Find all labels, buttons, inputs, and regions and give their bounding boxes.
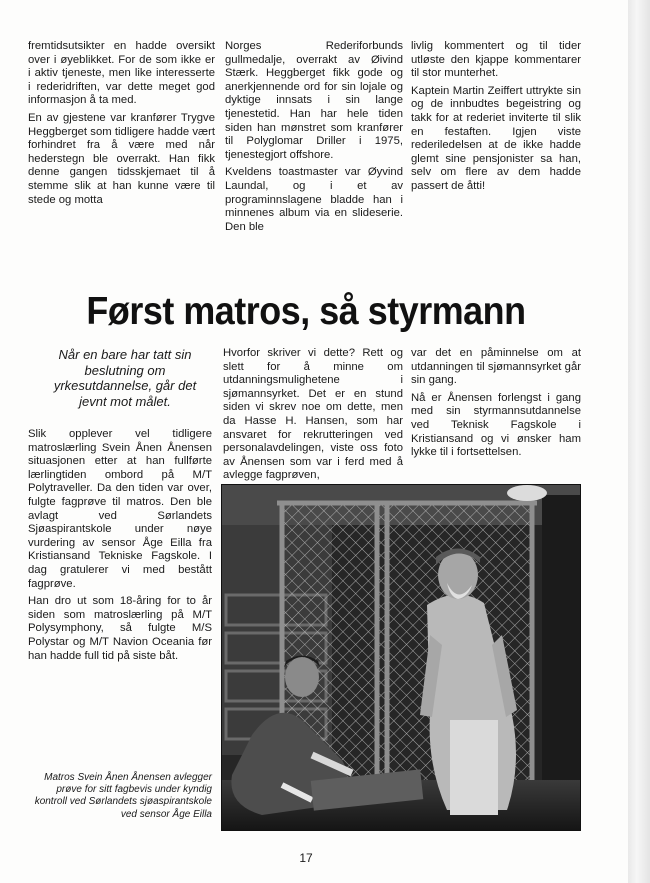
article-lead: Når en bare har tatt sin beslutning om yrkesutdannelse, går det jevnt mot målet.: [53, 347, 197, 409]
page-number: 17: [299, 851, 313, 865]
photo-caption: Matros Svein Ånen Ånensen avlegger prøve for sitt fagbevis under kyndig kontroll ved Sørlandets sjøaspirantskole ved sensor Åge Eilla: [34, 772, 212, 820]
top-column-3: [411, 40, 581, 198]
article-column-2: [223, 347, 403, 487]
article-headline: Først matros, så styrmann: [86, 290, 526, 333]
paragraph: var det en påminnelse om at utdanningen til sjømannsyrket går sin gang.: [411, 347, 581, 387]
top-column-1: [28, 40, 215, 211]
page-edge-shadow: [628, 0, 650, 883]
paragraph: En av gjestene var kranfører Trygve Heggberget som tidligere hadde vært forhindret fra å være med når hederstegn ble overrakt. Han fikk denne gangen tidsskjemaet til å stemme slik at han kunne være til stede og motta: [28, 111, 215, 206]
paragraph: Hvorfor skriver vi dette? Rett og slett for å minne om utdanningsmulighetene i sjømannsyrket. Det er en stund siden vi skrev noe om dette, men da Hasse H. Hansen, som har ansvaret for rekrutteringen ved personalavdelingen, viste oss foto av Ånensen som var i ferd med å avlegge fagprøven,: [223, 347, 403, 482]
paragraph: Norges Rederiforbunds gullmedalje, overrakt av Øivind Stærk. Heggberget fikk gode og anerkjennende ord for sin lojale og dyktige innsats i sin lange tjenestetid. Han har hele tiden siden han mønstret som kranfører til Polyglomar Driller i 1975, tjenestegjort offshore.: [225, 40, 403, 161]
article-column-1: [28, 428, 212, 667]
paragraph: fremtidsutsikter en hadde oversikt over i øyeblikket. For de som ikke er i aktiv tjeneste, men like interesserte i rederidriften, var dette meget god informasjon å ta med.: [28, 40, 215, 107]
article-photo: [221, 484, 581, 831]
paragraph: Kveldens toastmaster var Øyvind Laundal, og i et av programinnslagene bladde han i minnenes album via en slideserie. Den ble: [225, 166, 403, 233]
photo-illustration: [222, 485, 580, 830]
article-column-3: [411, 347, 581, 464]
paragraph: livlig kommentert og til tider utløste den kjappe kommentarer til stor munterhet.: [411, 40, 581, 80]
paragraph: Slik opplever vel tidligere matroslærling Svein Ånen Ånensen situasjonen etter at han fullførte lærlingtiden ombord på M/T Polytraveller. Da den tiden var over, fulgte fagprøve til matros. Den ble avlagt ved Sørlandets Sjøaspirantskole under nøye vurdering av sensor Åge Eilla fra Kristiansand Tekniske Fagskole. I dag gratulerer vi med bestått fagprøve.: [28, 428, 212, 590]
paragraph: Han dro ut som 18-åring for to år siden som matroslærling på M/T Polysymphony, så fulgte M/S Polystar og M/T Navion Oceania før han hadde full tid på siste båt.: [28, 595, 212, 662]
top-column-2: [225, 40, 403, 238]
paragraph: Nå er Ånensen forlengst i gang med sin styrmannsutdannelse ved Teknisk Fagskole i Kristiansand og vi ønsker ham lykke til i fortsettelsen.: [411, 391, 581, 459]
paragraph: Kaptein Martin Zeiffert uttrykte sin og de innbudtes begeistring og takk for at rederiet inviterte til slik en festaften. Igjen viste rederiledelsen at de ikke hadde glemt sine pensjonister sa han, selv om flere av dem hadde passert de åtti!: [411, 84, 581, 192]
